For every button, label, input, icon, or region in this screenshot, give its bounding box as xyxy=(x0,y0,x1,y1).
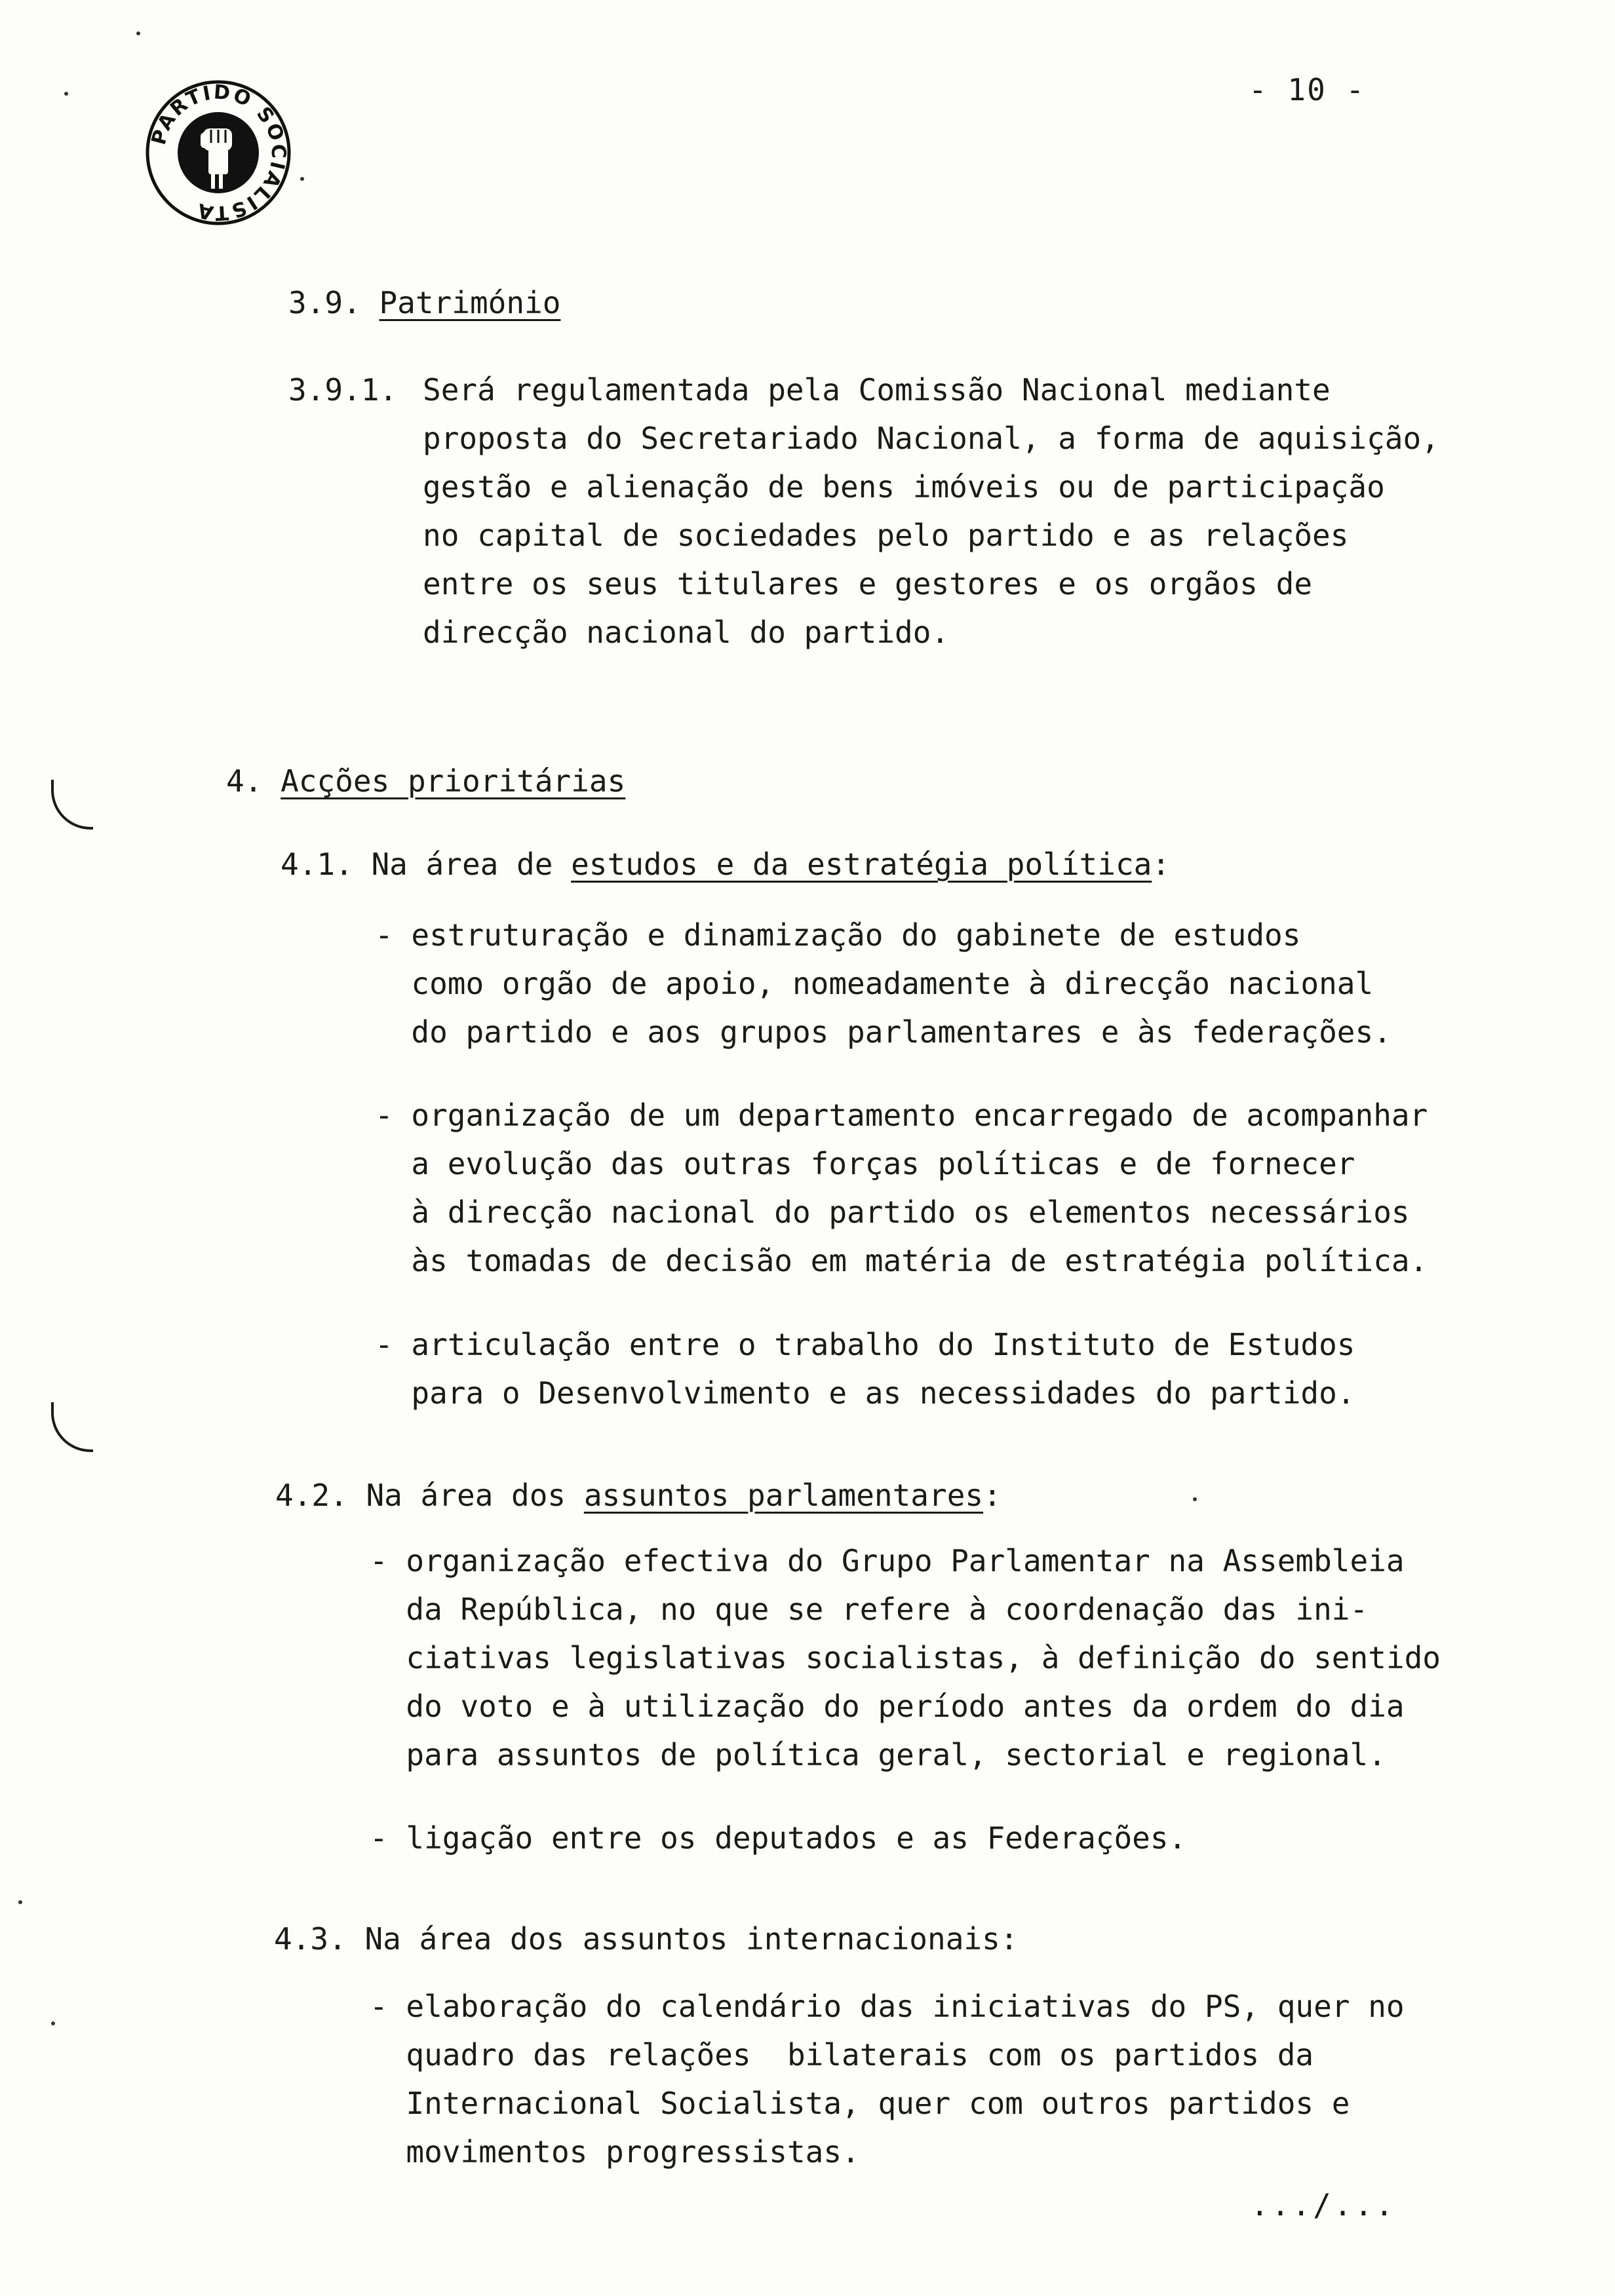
bullet-line: a evolução das outras forças políticas e de fornecer xyxy=(375,1146,1355,1181)
svg-text:PARTIDO SOCIALISTA: PARTIDO SOCIALISTA xyxy=(147,81,290,225)
section-4-heading xyxy=(226,757,625,805)
scan-speck xyxy=(136,31,140,35)
item-4-1-heading xyxy=(281,840,1170,889)
scan-speck xyxy=(1193,1497,1197,1501)
bullet-line: - articulação entre o trabalho do Instituto de Estudos xyxy=(375,1327,1355,1362)
bullet-line: às tomadas de decisão em matéria de estratégia política. xyxy=(375,1243,1428,1278)
bullet-4-3-1 xyxy=(370,1982,1405,2176)
bullet-line: - ligação entre os deputados e as Federações. xyxy=(370,1820,1187,1856)
bullet-line: Internacional Socialista, quer com outros partidos e xyxy=(370,2086,1350,2121)
bullet-line: - elaboração do calendário das iniciativas do PS, quer no xyxy=(370,1989,1405,2024)
bullet-line: movimentos progressistas. xyxy=(370,2134,860,2170)
bullet-line: do voto e à utilização do período antes da ordem do dia xyxy=(370,1689,1405,1724)
bullet-line: como orgão de apoio, nomeadamente à direcção nacional xyxy=(375,966,1374,1001)
scan-speck xyxy=(300,177,304,181)
bullet-line: à direcção nacional do partido os elementos necessários xyxy=(375,1195,1410,1230)
item-number-3-9-1: 3.9.1. xyxy=(288,372,398,408)
section-number: 3.9. xyxy=(288,285,361,320)
bullet-4-2-1 xyxy=(370,1537,1441,1779)
item-3-9-1-paragraph xyxy=(423,366,1439,657)
bullet-line: do partido e aos grupos parlamentares e às federações. xyxy=(375,1014,1391,1050)
section-title: Património xyxy=(379,285,561,320)
section-title: Acções prioritárias xyxy=(281,763,626,799)
scan-speck xyxy=(18,1900,22,1904)
paragraph-line: proposta do Secretariado Nacional, a forma de aquisição, xyxy=(423,421,1439,456)
bullet-line: - estruturação e dinamização do gabinete de estudos xyxy=(375,917,1301,953)
punch-hole-mark xyxy=(51,780,93,830)
bullet-line: - organização efectiva do Grupo Parlamentar na Assembleia xyxy=(370,1543,1405,1578)
paragraph-line: gestão e alienação de bens imóveis ou de participação xyxy=(423,469,1385,505)
scan-speck xyxy=(64,92,68,96)
fist-seal-icon xyxy=(143,77,294,228)
item-4-2-heading xyxy=(275,1471,1002,1520)
punch-hole-mark xyxy=(51,1402,93,1452)
paragraph-line: no capital de sociedades pelo partido e as relações xyxy=(423,518,1349,553)
item-topic: assuntos parlamentares xyxy=(583,1478,984,1513)
page-number: - 10 - xyxy=(1249,72,1366,107)
item-suffix: : xyxy=(1152,847,1171,882)
item-intro: 4.2. Na área dos xyxy=(275,1478,584,1513)
bullet-line: quadro das relações bilaterais com os partidos da xyxy=(370,2037,1314,2073)
bullet-line: para o Desenvolvimento e as necessidades do partido. xyxy=(375,1375,1355,1411)
continuation-marker: .../... xyxy=(1251,2187,1396,2223)
section-3-9-heading xyxy=(288,278,560,327)
section-number: 4. xyxy=(226,763,263,799)
item-suffix: : xyxy=(983,1478,1002,1513)
paragraph-line: direcção nacional do partido. xyxy=(423,615,950,650)
bullet-4-2-2 xyxy=(370,1814,1186,1862)
bullet-4-1-2 xyxy=(375,1091,1428,1285)
party-seal-logo xyxy=(143,77,294,228)
paragraph-line: Será regulamentada pela Comissão Nacional mediante xyxy=(423,372,1331,408)
paragraph-line: entre os seus titulares e gestores e os orgãos de xyxy=(423,566,1313,602)
bullet-4-1-1 xyxy=(375,911,1391,1056)
bullet-4-1-3 xyxy=(375,1320,1355,1417)
item-intro: 4.1. Na área de xyxy=(281,847,572,882)
bullet-line: ciativas legislativas socialistas, à definição do sentido xyxy=(370,1640,1441,1675)
scan-speck xyxy=(51,2021,55,2025)
item-topic: estudos e da estratégia política xyxy=(571,847,1152,882)
item-4-3-heading: 4.3. Na área dos assuntos internacionais: xyxy=(274,1921,1019,1957)
bullet-line: da República, no que se refere à coordenação das ini- xyxy=(370,1592,1369,1627)
bullet-line: - organização de um departamento encarregado de acompanhar xyxy=(375,1098,1428,1133)
bullet-line: para assuntos de política geral, sectorial e regional. xyxy=(370,1737,1386,1772)
